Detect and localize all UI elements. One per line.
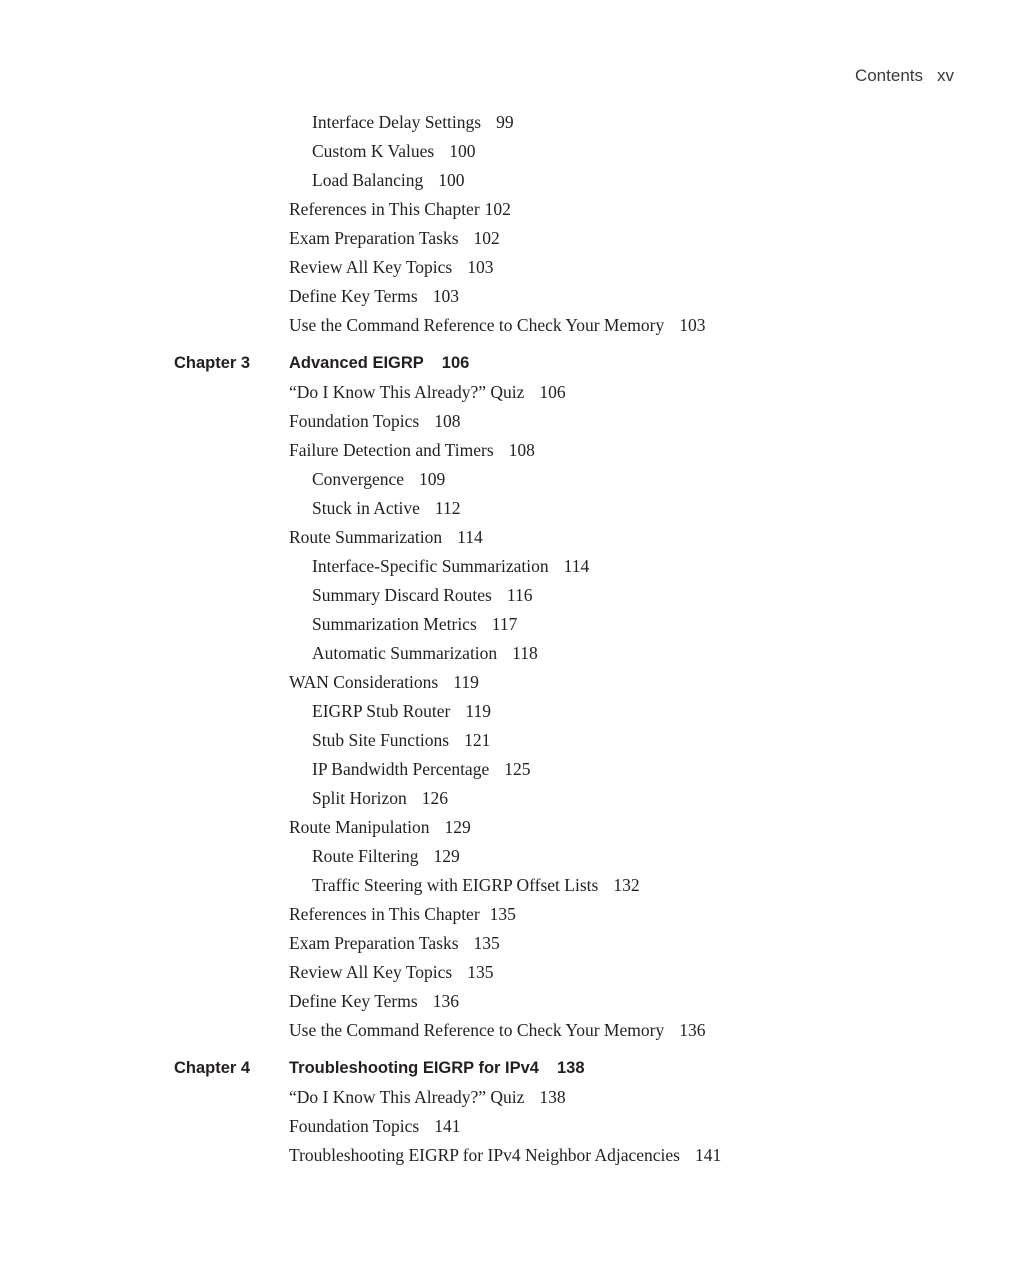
toc-entry-title: Exam Preparation Tasks — [289, 933, 459, 953]
toc-entry-title: Use the Command Reference to Check Your Memory — [289, 1020, 665, 1040]
running-head-title: Contents — [854, 66, 923, 85]
chapter-title-line — [289, 1054, 585, 1083]
running-head — [855, 66, 954, 86]
toc-entry-page: 100 — [449, 141, 476, 161]
toc-entry — [0, 195, 1024, 224]
toc-entry-title: Summary Discard Routes — [312, 585, 492, 605]
chapter-page: 106 — [441, 354, 470, 372]
toc-entry-title: WAN Considerations — [289, 672, 439, 692]
chapter-label: Chapter 3 — [174, 354, 251, 372]
toc-entry-title: Use the Command Reference to Check Your Memory — [289, 315, 665, 335]
toc-entry-page: 112 — [434, 498, 461, 518]
toc-entry — [0, 465, 1024, 494]
toc-entry — [0, 581, 1024, 610]
toc-entry-title: Route Filtering — [312, 846, 419, 866]
toc-entry — [0, 311, 1024, 340]
toc-entry-title: References in This Chapter — [289, 199, 480, 219]
toc-entry-title: Exam Preparation Tasks — [289, 228, 459, 248]
toc-entry-title: Automatic Summarization — [312, 643, 498, 663]
toc-entry — [0, 436, 1024, 465]
toc-entry-page: 138 — [539, 1087, 566, 1107]
chapter-heading — [0, 1054, 1024, 1083]
toc-entry-page: 108 — [508, 440, 535, 460]
toc-entry — [0, 697, 1024, 726]
chapter-heading — [0, 349, 1024, 378]
toc-entry-title: Stub Site Functions — [312, 730, 450, 750]
chapter-title: Advanced EIGRP — [289, 354, 424, 372]
toc-entry-title: Summarization Metrics — [312, 614, 477, 634]
toc-entry-title: Convergence — [312, 469, 405, 489]
toc-entry — [0, 494, 1024, 523]
toc-entry — [0, 958, 1024, 987]
toc-entry-page: 118 — [512, 643, 538, 663]
toc-entry — [0, 407, 1024, 436]
toc-entry — [0, 900, 1024, 929]
table-of-contents — [0, 108, 1024, 1170]
toc-entry — [0, 987, 1024, 1016]
chapter-page: 138 — [556, 1059, 585, 1077]
toc-entry-page: 109 — [419, 469, 446, 489]
toc-entry-page: 121 — [464, 730, 491, 750]
toc-entry-page: 135 — [489, 904, 516, 924]
toc-entry — [0, 842, 1024, 871]
toc-entry — [0, 1016, 1024, 1045]
toc-entry-page: 100 — [438, 170, 465, 190]
toc-entry — [0, 755, 1024, 784]
toc-entry — [0, 378, 1024, 407]
toc-entry-title: Define Key Terms — [289, 991, 418, 1011]
toc-entry-title: Traffic Steering with EIGRP Offset Lists — [312, 875, 599, 895]
toc-entry — [0, 639, 1024, 668]
toc-entry — [0, 1083, 1024, 1112]
toc-entry — [0, 166, 1024, 195]
toc-entry-page: 136 — [679, 1020, 706, 1040]
toc-entry — [0, 784, 1024, 813]
toc-entry — [0, 137, 1024, 166]
toc-entry — [0, 929, 1024, 958]
toc-entry-page: 119 — [453, 672, 479, 692]
toc-entry-title: Troubleshooting EIGRP for IPv4 Neighbor Adjacencies — [289, 1145, 680, 1165]
running-head-page-number: xv — [937, 66, 954, 85]
toc-entry — [0, 813, 1024, 842]
toc-entry-title: EIGRP Stub Router — [312, 701, 451, 721]
toc-entry-title: Define Key Terms — [289, 286, 418, 306]
toc-entry-page: 141 — [434, 1116, 461, 1136]
chapter-title: Troubleshooting EIGRP for IPv4 — [289, 1059, 539, 1077]
toc-entry-title: Load Balancing — [312, 170, 424, 190]
toc-entry-page: 136 — [432, 991, 459, 1011]
toc-entry — [0, 668, 1024, 697]
toc-entry-title: Interface-Specific Summarization — [312, 556, 549, 576]
toc-entry-title: Foundation Topics — [289, 1116, 420, 1136]
toc-entry-title: Route Manipulation — [289, 817, 430, 837]
toc-entry-title: IP Bandwidth Percentage — [312, 759, 490, 779]
toc-entry — [0, 610, 1024, 639]
toc-entry-page: 106 — [539, 382, 566, 402]
toc-entry — [0, 1112, 1024, 1141]
toc-entry-page: 132 — [613, 875, 640, 895]
toc-entry-page: 141 — [694, 1145, 722, 1165]
toc-entry-title: Review All Key Topics — [289, 962, 453, 982]
toc-entry-title: Custom K Values — [312, 141, 435, 161]
chapter-title-line — [289, 349, 469, 378]
toc-entry-title: Stuck in Active — [312, 498, 420, 518]
toc-entry-page: 99 — [496, 112, 514, 132]
toc-entry-title: “Do I Know This Already?” Quiz — [289, 1087, 525, 1107]
toc-entry-page: 108 — [434, 411, 461, 431]
toc-entry-page: 129 — [433, 846, 460, 866]
toc-entry — [0, 726, 1024, 755]
toc-entry-title: Route Summarization — [289, 527, 443, 547]
toc-entry-page: 114 — [563, 556, 590, 576]
toc-entry-page: 117 — [491, 614, 518, 634]
toc-entry-page: 116 — [506, 585, 533, 605]
toc-entry-page: 129 — [444, 817, 471, 837]
toc-entry-title: References in This Chapter — [289, 904, 480, 924]
toc-entry — [0, 108, 1024, 137]
toc-entry-title: Foundation Topics — [289, 411, 420, 431]
toc-entry-title: Interface Delay Settings — [312, 112, 482, 132]
toc-entry — [0, 282, 1024, 311]
toc-entry-page: 126 — [421, 788, 449, 808]
toc-entry-title: Failure Detection and Timers — [289, 440, 494, 460]
toc-entry — [0, 552, 1024, 581]
toc-entry-title: “Do I Know This Already?” Quiz — [289, 382, 525, 402]
toc-entry-page: 103 — [432, 286, 459, 306]
toc-entry-page: 125 — [504, 759, 531, 779]
toc-entry-page: 135 — [473, 933, 500, 953]
toc-entry-title: Split Horizon — [312, 788, 407, 808]
toc-entry-title: Review All Key Topics — [289, 257, 453, 277]
chapter-label: Chapter 4 — [174, 1059, 251, 1077]
toc-entry-page: 135 — [467, 962, 494, 982]
toc-entry-page: 119 — [465, 701, 491, 721]
toc-entry — [0, 1141, 1024, 1170]
toc-entry-page: 102 — [473, 228, 500, 248]
toc-entry — [0, 224, 1024, 253]
toc-entry-page: 103 — [467, 257, 494, 277]
toc-entry-page: 103 — [679, 315, 706, 335]
toc-entry-page: 114 — [457, 527, 483, 547]
toc-entry — [0, 523, 1024, 552]
toc-entry — [0, 871, 1024, 900]
toc-entry — [0, 253, 1024, 282]
toc-entry-page: 102 — [484, 199, 511, 219]
